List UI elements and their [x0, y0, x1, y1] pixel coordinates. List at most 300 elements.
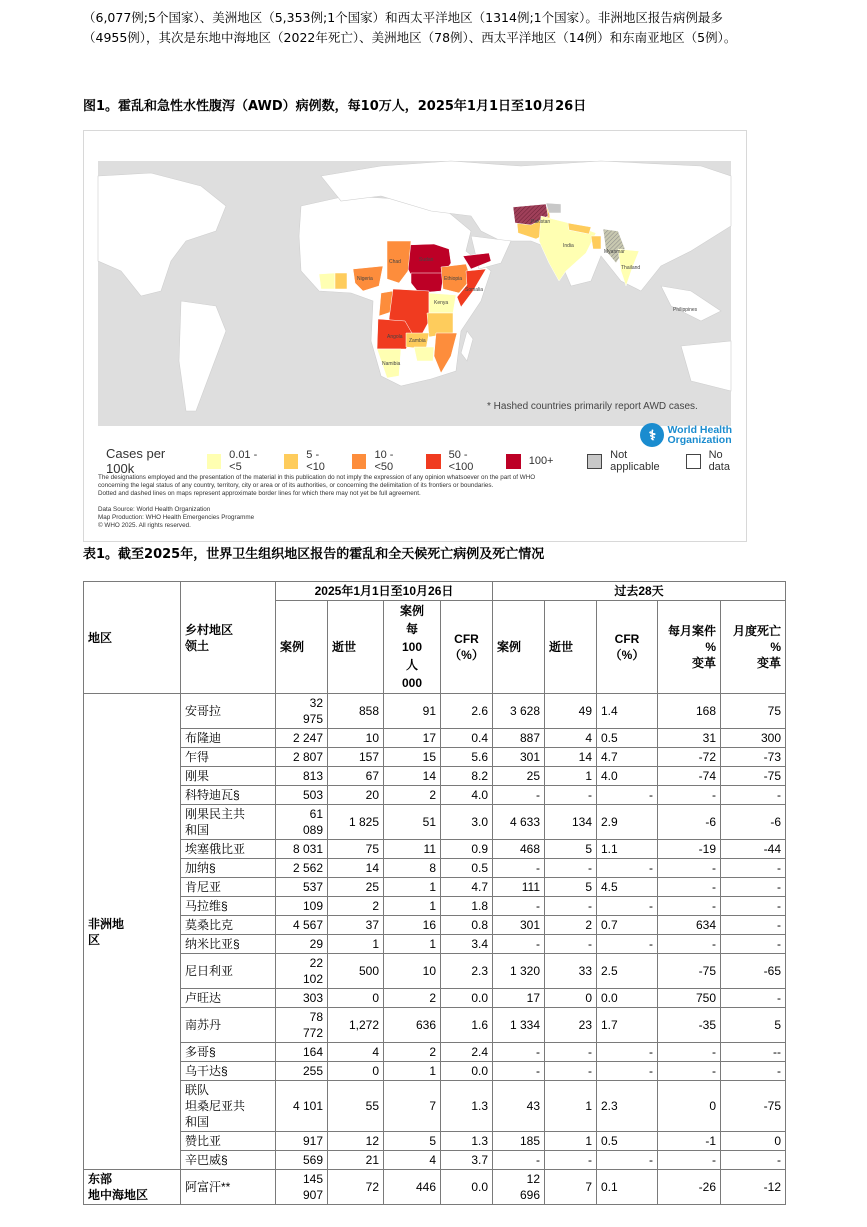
header-cases-28: 案例 [493, 601, 545, 694]
header-cases: 案例 [276, 601, 328, 694]
table-body [84, 694, 786, 1205]
table-row [84, 805, 786, 840]
per-100k-cell: 16 [384, 916, 441, 935]
per-100k-cell: 636 [384, 1008, 441, 1043]
cases-cell: 2 562 [276, 859, 328, 878]
source-line: Data Source: World Health Organization [98, 506, 211, 513]
cfr-28d-cell: - [597, 859, 658, 878]
intro-line-2: （4955例），其次是东地中海地区（2022年死亡）、美洲地区（78例）、西太平洋地区（14例）和东南亚地区（5例）。 [83, 30, 737, 45]
deaths-cell: 1 [328, 935, 384, 954]
cases-28d-cell: 1 334 [493, 1008, 545, 1043]
per-100k-cell: 17 [384, 729, 441, 748]
death-change-cell: - [721, 935, 786, 954]
cases-cell: 78 772 [276, 1008, 328, 1043]
death-change-cell: - [721, 897, 786, 916]
cases-28d-cell: - [493, 859, 545, 878]
cfr-28d-cell: 1.7 [597, 1008, 658, 1043]
legend-swatch [587, 454, 602, 469]
deaths-28d-cell: 1 [545, 1081, 597, 1132]
header-group-28days: 过去28天 [493, 582, 786, 601]
cfr-28d-cell: 0.7 [597, 916, 658, 935]
case-change-cell: 168 [658, 694, 721, 729]
deaths-28d-cell: - [545, 1151, 597, 1170]
cfr-28d-cell: 2.9 [597, 805, 658, 840]
country-cote-divoire [319, 273, 335, 289]
country-cell: 科特迪瓦§ [181, 786, 276, 805]
case-change-cell: - [658, 935, 721, 954]
table-row [84, 859, 786, 878]
deaths-28d-cell: 134 [545, 805, 597, 840]
cfr-cell: 0.4 [441, 729, 493, 748]
table-row [84, 1132, 786, 1151]
deaths-cell: 1 825 [328, 805, 384, 840]
cases-cell: 145 907 [276, 1170, 328, 1205]
deaths-28d-cell: 49 [545, 694, 597, 729]
who-logo-line1: World Health [667, 424, 732, 436]
per-100k-cell: 14 [384, 767, 441, 786]
cfr-cell: 2.6 [441, 694, 493, 729]
cfr-28d-cell: - [597, 1151, 658, 1170]
legend-label: 50 - <100 [448, 449, 474, 473]
cfr-28d-cell: 1.1 [597, 840, 658, 859]
deaths-cell: 2 [328, 897, 384, 916]
map-label: Myanmar [604, 249, 625, 255]
case-change-cell: -19 [658, 840, 721, 859]
who-logo [640, 423, 732, 447]
deaths-cell: 4 [328, 1043, 384, 1062]
table-row [84, 897, 786, 916]
table-row [84, 1170, 786, 1205]
cases-28d-cell: 4 633 [493, 805, 545, 840]
intro-paragraph [83, 8, 843, 48]
region-cell: 非洲地 区 [84, 694, 181, 1170]
country-cell: 多哥§ [181, 1043, 276, 1062]
deaths-cell: 157 [328, 748, 384, 767]
case-change-cell: 634 [658, 916, 721, 935]
case-change-cell: - [658, 1043, 721, 1062]
country-zimbabwe [414, 347, 434, 361]
disclaimer-line: Dotted and dashed lines on maps represent approximate border lines for which there may not yet be full agreement. [98, 490, 421, 497]
death-change-cell: - [721, 1151, 786, 1170]
death-change-cell: 0 [721, 1132, 786, 1151]
cfr-cell: 0.9 [441, 840, 493, 859]
deaths-28d-cell: 4 [545, 729, 597, 748]
case-change-cell: - [658, 1062, 721, 1081]
cases-cell: 813 [276, 767, 328, 786]
case-change-cell: 31 [658, 729, 721, 748]
cfr-cell: 1.8 [441, 897, 493, 916]
deaths-28d-cell: 1 [545, 767, 597, 786]
deaths-cell: 37 [328, 916, 384, 935]
cfr-28d-cell: 0.0 [597, 989, 658, 1008]
deaths-28d-cell: - [545, 859, 597, 878]
header-cfr-28: CFR （%） [597, 601, 658, 694]
cfr-cell: 3.7 [441, 1151, 493, 1170]
deaths-28d-cell: - [545, 1043, 597, 1062]
case-change-cell: - [658, 859, 721, 878]
cases-28d-cell: 17 [493, 989, 545, 1008]
deaths-28d-cell: 5 [545, 840, 597, 859]
country-cell: 加纳§ [181, 859, 276, 878]
cfr-cell: 1.3 [441, 1081, 493, 1132]
legend-title: Cases per 100k [106, 446, 166, 476]
header-deaths-28: 逝世 [545, 601, 597, 694]
header-deaths: 逝世 [328, 601, 384, 694]
cases-28d-cell: 111 [493, 878, 545, 897]
country-cell: 乍得 [181, 748, 276, 767]
per-100k-cell: 91 [384, 694, 441, 729]
cfr-cell: 2.4 [441, 1043, 493, 1062]
death-change-cell: - [721, 1062, 786, 1081]
deaths-28d-cell: 1 [545, 1132, 597, 1151]
cfr-cell: 3.4 [441, 935, 493, 954]
per-100k-cell: 7 [384, 1081, 441, 1132]
table-row [84, 840, 786, 859]
country-cell: 刚果民主共 和国 [181, 805, 276, 840]
per-100k-cell: 1 [384, 897, 441, 916]
cfr-cell: 0.0 [441, 1062, 493, 1081]
deaths-28d-cell: 5 [545, 878, 597, 897]
cfr-cell: 1.6 [441, 1008, 493, 1043]
map-label: Angola [387, 334, 403, 340]
cases-cell: 61 089 [276, 805, 328, 840]
cases-cell: 4 567 [276, 916, 328, 935]
country-cell: 赞比亚 [181, 1132, 276, 1151]
death-change-cell: -73 [721, 748, 786, 767]
who-emblem-icon: ⚕ [640, 423, 664, 447]
deaths-cell: 10 [328, 729, 384, 748]
source-line: Map Production: WHO Health Emergencies Programme [98, 514, 255, 521]
legend-label: 10 - <50 [374, 449, 394, 473]
cfr-28d-cell: - [597, 1043, 658, 1062]
figure-caption: 图1。霍乱和急性水性腹泻（AWD）病例数，每10万人，2025年1月1日至10月26日 [83, 99, 587, 114]
table-row [84, 1151, 786, 1170]
death-change-cell: -75 [721, 1081, 786, 1132]
cfr-28d-cell: 4.0 [597, 767, 658, 786]
case-change-cell: - [658, 786, 721, 805]
deaths-cell: 20 [328, 786, 384, 805]
cases-28d-cell: - [493, 1062, 545, 1081]
table-row [84, 1081, 786, 1132]
cfr-28d-cell: 4.5 [597, 878, 658, 897]
cases-28d-cell: 468 [493, 840, 545, 859]
country-cell: 莫桑比克 [181, 916, 276, 935]
death-change-cell: 5 [721, 1008, 786, 1043]
deaths-cell: 75 [328, 840, 384, 859]
cases-cell: 2 247 [276, 729, 328, 748]
deaths-cell: 12 [328, 1132, 384, 1151]
deaths-cell: 72 [328, 1170, 384, 1205]
death-change-cell: - [721, 878, 786, 897]
deaths-28d-cell: 14 [545, 748, 597, 767]
cases-cell: 255 [276, 1062, 328, 1081]
cfr-cell: 3.0 [441, 805, 493, 840]
disclaimer-line: concerning the legal status of any country, territory, city or area or of its authorities, or concerning the delimitation of its frontiers or boundaries. [98, 482, 494, 489]
country-cell: 刚果 [181, 767, 276, 786]
header-region: 地区 [84, 582, 181, 694]
cases-cell: 917 [276, 1132, 328, 1151]
table-row [84, 729, 786, 748]
cases-cell: 109 [276, 897, 328, 916]
death-change-cell: -6 [721, 805, 786, 840]
case-change-cell: -75 [658, 954, 721, 989]
cases-cell: 29 [276, 935, 328, 954]
deaths-28d-cell: 33 [545, 954, 597, 989]
table-row [84, 989, 786, 1008]
cfr-28d-cell: 0.1 [597, 1170, 658, 1205]
cases-28d-cell: 887 [493, 729, 545, 748]
per-100k-cell: 2 [384, 786, 441, 805]
death-change-cell: 300 [721, 729, 786, 748]
cases-28d-cell: - [493, 1151, 545, 1170]
cases-cell: 303 [276, 989, 328, 1008]
country-cell: 联队 坦桑尼亚共 和国 [181, 1081, 276, 1132]
legend-label: 100+ [528, 455, 554, 467]
cfr-cell: 0.0 [441, 1170, 493, 1205]
country-bangladesh [591, 236, 601, 249]
per-100k-cell: 5 [384, 1132, 441, 1151]
map-label: Kenya [434, 300, 449, 306]
cfr-28d-cell: - [597, 786, 658, 805]
legend-swatch [352, 454, 367, 469]
intro-line-1: （6,077例;5个国家）、美洲地区（5,353例;1个国家）和西太平洋地区（1314例;1个国家）。非洲地区报告病例最多 [83, 10, 723, 25]
cfr-28d-cell: 4.7 [597, 748, 658, 767]
disclaimer-line: The designations employed and the presentation of the material in this publication do not imply the expression of any opinion whatsoever on the part of WHO [98, 474, 536, 481]
cfr-28d-cell: 1.4 [597, 694, 658, 729]
death-change-cell: 75 [721, 694, 786, 729]
deaths-cell: 1,272 [328, 1008, 384, 1043]
cfr-cell: 5.6 [441, 748, 493, 767]
hash-note: * Hashed countries primarily report AWD cases. [487, 401, 698, 412]
cases-28d-cell: - [493, 935, 545, 954]
per-100k-cell: 8 [384, 859, 441, 878]
death-change-cell: -65 [721, 954, 786, 989]
cfr-cell: 2.3 [441, 954, 493, 989]
country-cell: 安哥拉 [181, 694, 276, 729]
country-cell: 布隆迪 [181, 729, 276, 748]
country-cell: 南苏丹 [181, 1008, 276, 1043]
country-cell: 纳米比亚§ [181, 935, 276, 954]
deaths-28d-cell: - [545, 897, 597, 916]
cases-cell: 569 [276, 1151, 328, 1170]
death-change-cell: -12 [721, 1170, 786, 1205]
cfr-28d-cell: 2.3 [597, 1081, 658, 1132]
map-label: Chad [389, 259, 401, 265]
per-100k-cell: 2 [384, 989, 441, 1008]
map-label: Thailand [621, 265, 641, 271]
deaths-cell: 0 [328, 1062, 384, 1081]
table-row [84, 935, 786, 954]
header-cfr: CFR （%） [441, 601, 493, 694]
cases-cell: 22 102 [276, 954, 328, 989]
legend-label: 5 - <10 [306, 449, 325, 473]
case-change-cell: -74 [658, 767, 721, 786]
cholera-map-figure [83, 130, 747, 542]
deaths-28d-cell: - [545, 935, 597, 954]
cfr-28d-cell: - [597, 897, 658, 916]
table-row [84, 1043, 786, 1062]
table-row [84, 916, 786, 935]
case-change-cell: - [658, 1151, 721, 1170]
source-line: © WHO 2025. All rights reserved. [98, 522, 191, 529]
table-row [84, 694, 786, 729]
country-cell: 尼日利亚 [181, 954, 276, 989]
cases-28d-cell: 12 696 [493, 1170, 545, 1205]
cases-28d-cell: 1 320 [493, 954, 545, 989]
legend-label: No data [708, 449, 730, 473]
cases-28d-cell: 301 [493, 748, 545, 767]
legend-swatch [426, 454, 441, 469]
map-label: Pakistan [531, 219, 551, 225]
case-change-cell: -6 [658, 805, 721, 840]
death-change-cell: - [721, 916, 786, 935]
deaths-cell: 14 [328, 859, 384, 878]
country-cell: 乌干达§ [181, 1062, 276, 1081]
country-cell: 卢旺达 [181, 989, 276, 1008]
deaths-28d-cell: - [545, 786, 597, 805]
case-change-cell: - [658, 878, 721, 897]
country-cell: 肯尼亚 [181, 878, 276, 897]
legend-label: Not applicable [610, 449, 660, 473]
header-country: 乡村地区 领土 [181, 582, 276, 694]
per-100k-cell: 2 [384, 1043, 441, 1062]
case-change-cell: -26 [658, 1170, 721, 1205]
region-cell: 东部 地中海地区 [84, 1170, 181, 1205]
map-label: Somalia [465, 287, 484, 293]
cases-28d-cell: 25 [493, 767, 545, 786]
per-100k-cell: 446 [384, 1170, 441, 1205]
case-change-cell: - [658, 897, 721, 916]
case-change-cell: 0 [658, 1081, 721, 1132]
cases-cell: 2 807 [276, 748, 328, 767]
table-row [84, 767, 786, 786]
per-100k-cell: 1 [384, 1062, 441, 1081]
deaths-28d-cell: 2 [545, 916, 597, 935]
table-row [84, 1062, 786, 1081]
death-change-cell: -44 [721, 840, 786, 859]
cases-cell: 164 [276, 1043, 328, 1062]
header-per100k: 案例 每 100 人 000 [384, 601, 441, 694]
per-100k-cell: 1 [384, 878, 441, 897]
cholera-table [83, 581, 786, 1205]
legend-swatch [506, 454, 521, 469]
header-group-ytd: 2025年1月1日至10月26日 [276, 582, 493, 601]
table-row [84, 748, 786, 767]
deaths-28d-cell: 0 [545, 989, 597, 1008]
cfr-28d-cell: 0.5 [597, 729, 658, 748]
deaths-28d-cell: 7 [545, 1170, 597, 1205]
map-label: Philippines [673, 307, 698, 313]
country-ghana [335, 273, 347, 289]
cases-28d-cell: - [493, 786, 545, 805]
table-row [84, 786, 786, 805]
cases-28d-cell: 185 [493, 1132, 545, 1151]
deaths-cell: 55 [328, 1081, 384, 1132]
cases-28d-cell: - [493, 897, 545, 916]
legend-swatch [686, 454, 701, 469]
deaths-cell: 21 [328, 1151, 384, 1170]
cfr-cell: 1.3 [441, 1132, 493, 1151]
death-change-cell: - [721, 786, 786, 805]
deaths-28d-cell: - [545, 1062, 597, 1081]
cases-cell: 4 101 [276, 1081, 328, 1132]
case-change-cell: -1 [658, 1132, 721, 1151]
cfr-28d-cell: 2.5 [597, 954, 658, 989]
cfr-cell: 4.0 [441, 786, 493, 805]
deaths-cell: 67 [328, 767, 384, 786]
deaths-cell: 500 [328, 954, 384, 989]
header-death-change: 月度死亡 % 变革 [721, 601, 786, 694]
cfr-28d-cell: - [597, 935, 658, 954]
case-change-cell: -35 [658, 1008, 721, 1043]
cfr-cell: 0.5 [441, 859, 493, 878]
per-100k-cell: 15 [384, 748, 441, 767]
table-row [84, 878, 786, 897]
case-change-cell: 750 [658, 989, 721, 1008]
cases-28d-cell: 3 628 [493, 694, 545, 729]
cases-cell: 32 975 [276, 694, 328, 729]
deaths-cell: 25 [328, 878, 384, 897]
country-cell: 阿富汗** [181, 1170, 276, 1205]
table-row [84, 954, 786, 989]
deaths-cell: 0 [328, 989, 384, 1008]
legend-swatch [284, 454, 299, 469]
legend-label: 0.01 - <5 [229, 449, 258, 473]
cfr-cell: 0.8 [441, 916, 493, 935]
death-change-cell: - [721, 989, 786, 1008]
per-100k-cell: 51 [384, 805, 441, 840]
table-row [84, 1008, 786, 1043]
per-100k-cell: 4 [384, 1151, 441, 1170]
map-label: Namibia [382, 361, 401, 367]
cfr-cell: 0.0 [441, 989, 493, 1008]
case-change-cell: -72 [658, 748, 721, 767]
per-100k-cell: 1 [384, 935, 441, 954]
cases-28d-cell: - [493, 1043, 545, 1062]
map-label: Zambia [409, 338, 426, 344]
cases-cell: 8 031 [276, 840, 328, 859]
cfr-cell: 8.2 [441, 767, 493, 786]
who-logo-line2: Organization [667, 434, 732, 446]
map-label: Sudan [419, 257, 434, 263]
country-cell: 辛巴威§ [181, 1151, 276, 1170]
map-label: Nigeria [357, 276, 373, 282]
map-disclaimer [98, 474, 535, 530]
header-case-change: 每月案件 % 变革 [658, 601, 721, 694]
per-100k-cell: 10 [384, 954, 441, 989]
map-label: India [563, 243, 574, 249]
cases-28d-cell: 301 [493, 916, 545, 935]
per-100k-cell: 11 [384, 840, 441, 859]
map-legend [106, 446, 746, 476]
death-change-cell: - [721, 859, 786, 878]
cfr-28d-cell: 0.5 [597, 1132, 658, 1151]
death-change-cell: -- [721, 1043, 786, 1062]
map-label: Ethiopia [444, 276, 463, 282]
country-cell: 马拉维§ [181, 897, 276, 916]
death-change-cell: -75 [721, 767, 786, 786]
cfr-cell: 4.7 [441, 878, 493, 897]
cfr-28d-cell: - [597, 1062, 658, 1081]
deaths-28d-cell: 23 [545, 1008, 597, 1043]
country-cell: 埃塞俄比亚 [181, 840, 276, 859]
cases-28d-cell: 43 [493, 1081, 545, 1132]
cases-cell: 503 [276, 786, 328, 805]
deaths-cell: 858 [328, 694, 384, 729]
legend-swatch [207, 454, 222, 469]
cases-cell: 537 [276, 878, 328, 897]
table-caption: 表1。截至2025年，世界卫生组织地区报告的霍乱和全天候死亡病例及死亡情况 [83, 547, 545, 562]
